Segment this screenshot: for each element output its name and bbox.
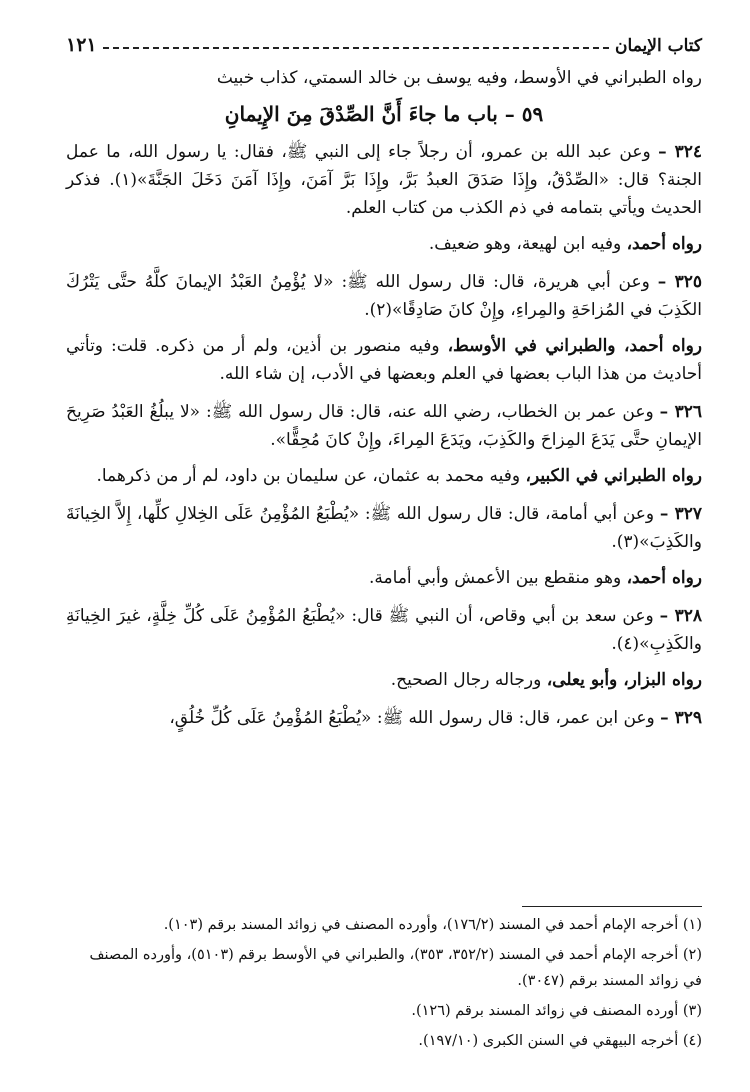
footnote-2: (٢) أخرجه الإمام أحمد في المسند (٣٥٢/٢، ٣٥٣)، والطبراني في الأوسط برقم (٥١٠٣)، وأورده المصنف في زوائد المسند برقم (٣٠٤٧). (89, 947, 702, 989)
source-note: وهو منقطع بين الأعمش وأبي أمامة. (369, 568, 627, 588)
hadith-number: ٣٢٨ – (659, 606, 703, 626)
hadith-text: وعن أبي أمامة، قال: قال رسول الله ﷺ: «يُطْبَعُ المُؤْمِنُ عَلَى الخِلالِ كلِّها، إِلاَّ الخِيانَةَ والكَذِبَ»(٣). (66, 504, 702, 552)
footnote-4: (٤) أخرجه البيهقي في السنن الكبرى (١٩٧/١٠). (418, 1033, 702, 1049)
header-dashed-rule (103, 47, 609, 49)
hadith-text: وعن عبد الله بن عمرو، أن رجلاً جاء إلى النبي ﷺ، فقال: يا رسول الله، ما عمل الجنة؟ قال: «الصِّدْقُ، وإِذَا صَدَقَ العبدُ بَرَّ، وإِذَا بَرَّ آمَنَ، وإِذَا آمَنَ دَخَلَ الجَنَّةَ»(١). فذكر الحديث ويأتي بتمامه في ذم الكذب من كتاب العلم. (66, 142, 702, 218)
hadith-325 (66, 268, 702, 324)
hadith-327 (66, 500, 702, 556)
source-narrators: رواه البزار، وأبو يعلى، (546, 670, 702, 690)
continued-line: رواه الطبراني في الأوسط، وفيه يوسف بن خالد السمتي، كذاب خبيث (216, 68, 702, 88)
page-number: ١٢١ (66, 34, 97, 56)
hadith-number: ٣٢٧ – (659, 504, 703, 524)
hadith-324 (66, 138, 702, 222)
hadith-text: وعن سعد بن أبي وقاص، أن النبي ﷺ قال: «يُطْبَعُ المُؤْمِنُ عَلَى كُلِّ خِلَّةٍ، غيرَ الخِيانَةِ والكَذِبِ»(٤). (66, 606, 702, 654)
hadith-number: ٣٢٥ – (657, 272, 703, 292)
source-328 (66, 666, 702, 694)
chapter-heading: ٥٩ – باب ما جاءَ أَنَّ الصِّدْقَ مِنَ الإِيمانِ (224, 102, 544, 126)
hadith-text: وعن عمر بن الخطاب، رضي الله عنه، قال: قال رسول الله ﷺ: «لا يبلُغُ العَبْدُ صَرِيحَ الإيمانِ حتَّى يَدَعَ المِزاحَ والكَذِبَ، ويَدَعَ المِراءَ، وإِنْ كانَ مُحِقًّا». (66, 402, 702, 450)
footnotes (66, 912, 702, 1058)
hadith-328 (66, 602, 702, 658)
hadith-text: وعن أبي هريرة، قال: قال رسول الله ﷺ: «لا يُؤْمِنُ العَبْدُ الإيمانَ كلَّهُ حتَّى يَتْرُكَ الكَذِبَ في المُزاحَةِ والمِراءِ، وإِنْ كانَ صَادِقًا»(٢). (66, 272, 702, 320)
hadith-text: وعن ابن عمر، قال: قال رسول الله ﷺ: «يُطْبَعُ المُؤْمِنُ عَلَى كُلِّ خُلُقٍ، (169, 708, 655, 728)
source-325 (66, 332, 702, 388)
footnote-3: (٣) أورده المصنف في زوائد المسند برقم (١٢٦). (411, 1003, 702, 1019)
source-note: وفيه منصور بن أذين، ولم أر من ذكره. قلت: وتأتي أحاديث من هذا الباب بعضها في العلم وبعضها في الأدب، إن شاء الله. (66, 336, 702, 384)
source-narrators: رواه أحمد، والطبراني في الأوسط، (447, 336, 702, 356)
hadith-329 (66, 704, 702, 732)
source-326 (66, 462, 702, 490)
hadith-number: ٣٢٤ – (658, 142, 702, 162)
source-324 (66, 230, 702, 258)
book-title: كتاب الإيمان (615, 36, 702, 56)
footnote-divider (522, 906, 702, 907)
source-narrators: رواه الطبراني في الكبير، (525, 466, 702, 486)
source-narrators: رواه أحمد، (626, 234, 702, 254)
hadith-number: ٣٢٩ – (660, 708, 702, 728)
source-327 (66, 564, 702, 592)
hadith-326 (66, 398, 702, 454)
hadith-number: ٣٢٦ – (659, 402, 702, 422)
source-note: وفيه محمد به عثمان، عن سليمان بن داود، لم أر من ذكرهما. (96, 466, 526, 486)
source-note: ورجاله رجال الصحيح. (390, 670, 547, 690)
page-body (66, 64, 702, 740)
footnote-1: (١) أخرجه الإمام أحمد في المسند (١٧٦/٢)، وأورده المصنف في زوائد المسند برقم (١٠٣). (163, 917, 702, 933)
source-narrators: رواه أحمد، (626, 568, 702, 588)
running-header (66, 30, 702, 56)
source-note: وفيه ابن لهيعة، وهو ضعيف. (428, 234, 627, 254)
